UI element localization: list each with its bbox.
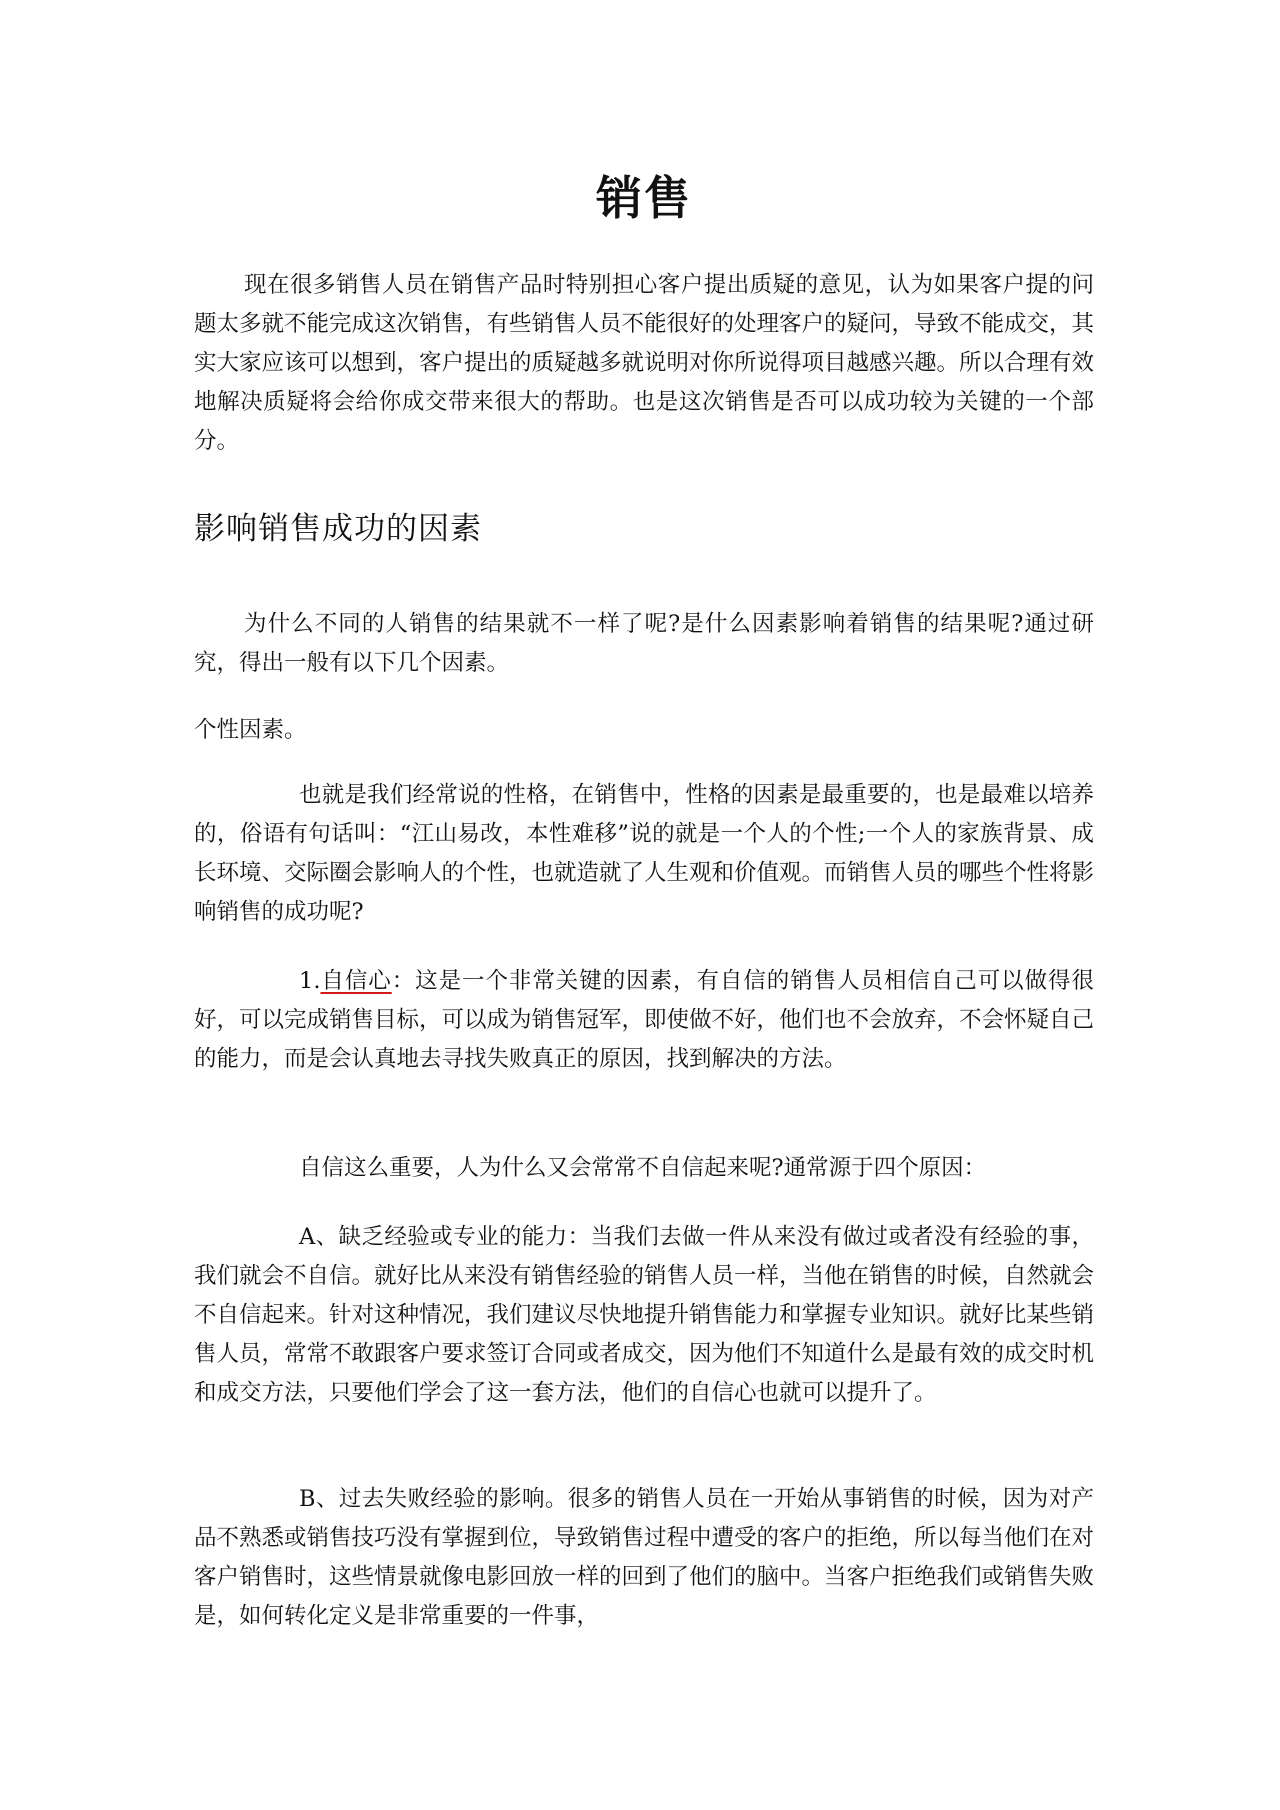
reason-b-paragraph: B、过去失败经验的影响。很多的销售人员在一开始从事销售的时候，因为对产品不熟悉或销售技巧没有掌握到位，导致销售过程中遭受的客户的拒绝，所以每当他们在对客户销售时，这些情景就像电影回放一样的回到了他们的脑中。当客户拒绝我们或销售失败是，如何转化定义是非常重要的一件事，: [194, 1486, 1095, 1629]
item-1-term: 自信心: [320, 968, 392, 994]
document-title: 销售: [596, 171, 692, 225]
factor-description-paragraph: 也就是我们经常说的性格，在销售中，性格的因素是最重要的，也是最难以培养的，俗语有句话叫：“江山易改，本性难移”说的就是一个人的个性;一个人的家族背景、成长环境、交际圈会影响人的个性，也就造就了人生观和价值观。而销售人员的哪些个性将影响销售的成功呢?: [194, 782, 1095, 925]
item-1-text: ：这是一个非常关键的因素，有自信的销售人员相信自己可以做得很好，可以完成销售目标，可以成为销售冠军，即使做不好，他们也不会放弃，不会怀疑自己的能力，而是会认真地去寻找失败真正的原因，找到解决的方法。: [194, 968, 1095, 1072]
factor-label: 个性因素。: [194, 717, 307, 743]
section-heading: 影响销售成功的因素: [194, 511, 482, 547]
item-1-number: 1.: [299, 968, 321, 994]
reason-a-paragraph: A、缺乏经验或专业的能力：当我们去做一件从来没有做过或者没有经验的事，我们就会不自信。就好比从来没有销售经验的销售人员一样，当他在销售的时候，自然就会不自信起来。针对这种情况，我们建议尽快地提升销售能力和掌握专业知识。就好比某些销售人员，常常不敢跟客户要求签订合同或者成交，因为他们不知道什么是最有效的成交时机和成交方法，只要他们学会了这一套方法，他们的自信心也就可以提升了。: [194, 1224, 1095, 1406]
item-1-paragraph: [194, 962, 1094, 1079]
intro-paragraph: 现在很多销售人员在销售产品时特别担心客户提出质疑的意见，认为如果客户提的问题太多就不能完成这次销售，有些销售人员不能很好的处理客户的疑问，导致不能成交，其实大家应该可以想到，客户提出的质疑越多就说明对你所说得项目越感兴趣。所以合理有效地解决质疑将会给你成交带来很大的帮助。也是这次销售是否可以成功较为关键的一个部分。: [194, 272, 1095, 454]
section-intro-paragraph: 为什么不同的人销售的结果就不一样了呢?是什么因素影响着销售的结果呢?通过研究，得出一般有以下几个因素。: [194, 611, 1094, 676]
confidence-question-paragraph: 自信这么重要，人为什么又会常常不自信起来呢?通常源于四个原因：: [299, 1155, 987, 1181]
